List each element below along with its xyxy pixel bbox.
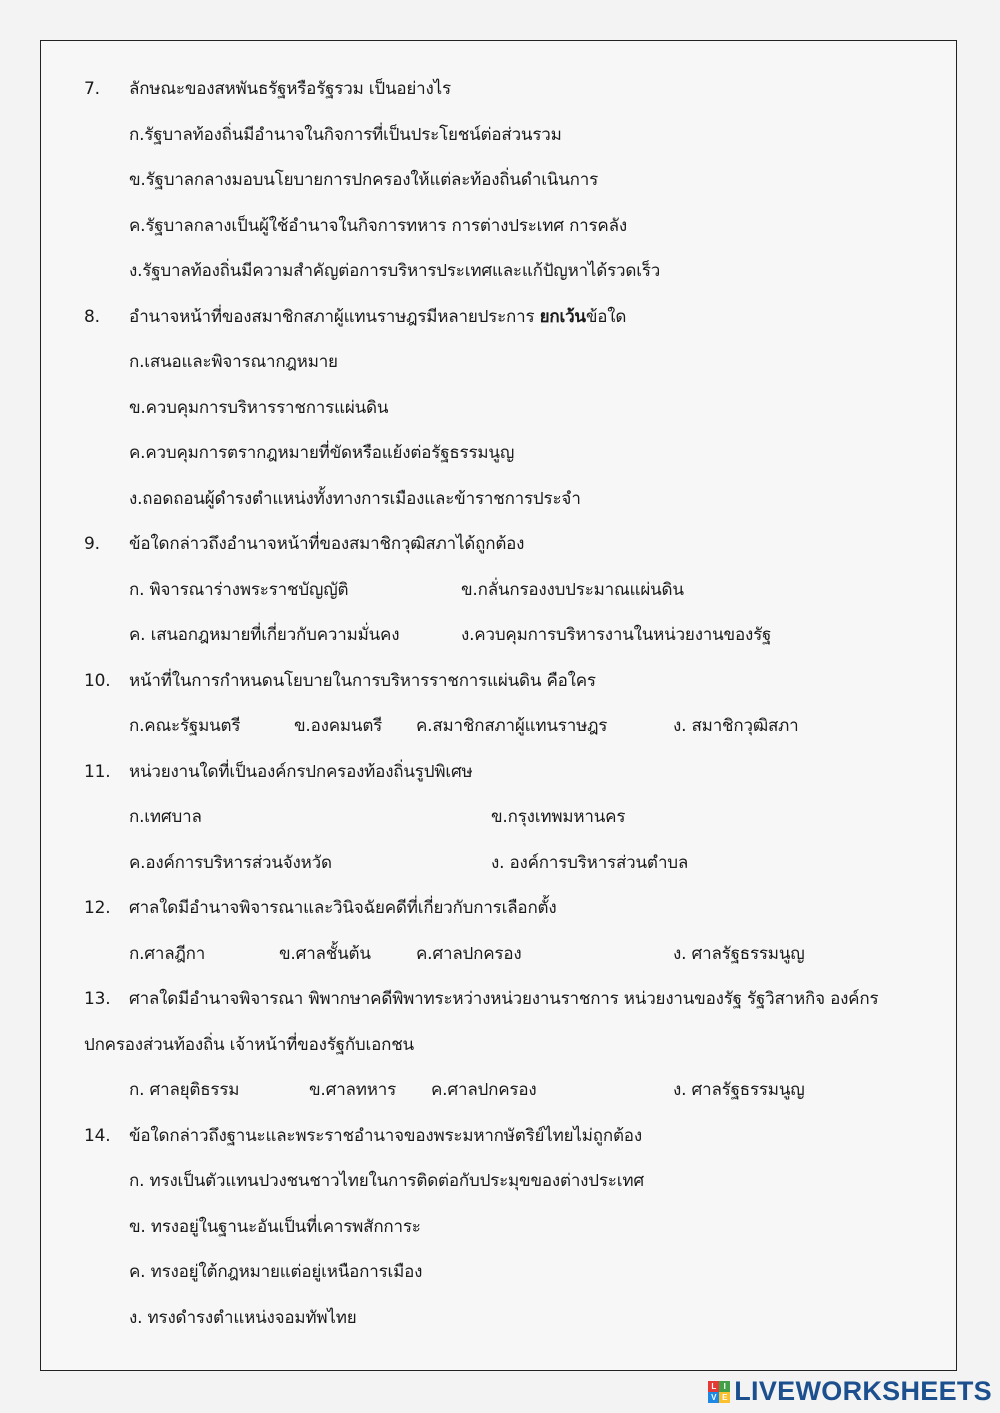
answer-option[interactable]: ก. ทรงเป็นตัวแทนปวงชนชาวไทยในการติดต่อกับประมุขของต่างประเทศ bbox=[129, 1171, 644, 1191]
answer-option[interactable]: ข.ศาลชั้นต้น bbox=[279, 944, 371, 964]
answer-option[interactable]: ข.กรุงเทพมหานคร bbox=[491, 807, 626, 827]
question-text: ศาลใดมีอำนาจพิจารณา พิพากษาคดีพิพาทระหว่างหน่วยงานราชการ หน่วยงานของรัฐ รัฐวิสาหกิจ องค์กร bbox=[129, 989, 879, 1009]
question-text: หน้าที่ในการกำหนดนโยบายในการบริหารราชการแผ่นดิน คือใคร bbox=[129, 671, 596, 691]
question-number: 11. bbox=[84, 762, 111, 782]
logo-letter: V bbox=[708, 1392, 719, 1403]
answer-option[interactable]: ง. ศาลรัฐธรรมนูญ bbox=[673, 944, 805, 964]
liveworksheets-logo[interactable] bbox=[708, 1376, 992, 1407]
answer-option[interactable]: ค.องค์การบริหารส่วนจังหวัด bbox=[129, 853, 332, 873]
answer-option[interactable]: ง. องค์การบริหารส่วนตำบล bbox=[491, 853, 689, 873]
worksheet-page bbox=[40, 40, 957, 1371]
answer-option[interactable]: ข.ศาลทหาร bbox=[309, 1080, 397, 1100]
answer-option[interactable]: ง.รัฐบาลท้องถิ่นมีความสำคัญต่อการบริหารประเทศและแก้ปัญหาได้รวดเร็ว bbox=[129, 261, 661, 281]
answer-option[interactable]: ค.ศาลปกครอง bbox=[431, 1080, 537, 1100]
question-number: 14. bbox=[84, 1126, 111, 1146]
answer-option[interactable]: ข. ทรงอยู่ในฐานะอันเป็นที่เคารพสักการะ bbox=[129, 1217, 421, 1237]
logo-letter: I bbox=[719, 1381, 730, 1392]
answer-option[interactable]: ค.ควบคุมการตรากฎหมายที่ขัดหรือแย้งต่อรัฐธรรมนูญ bbox=[129, 443, 515, 463]
logo-mark-icon bbox=[708, 1381, 730, 1403]
answer-option[interactable]: ค. เสนอกฎหมายที่เกี่ยวกับความมั่นคง bbox=[129, 625, 400, 645]
question-number: 10. bbox=[84, 671, 111, 691]
logo-letter: L bbox=[708, 1381, 719, 1392]
question-text bbox=[129, 305, 626, 329]
answer-option[interactable]: ง. ศาลรัฐธรรมนูญ bbox=[673, 1080, 805, 1100]
answer-option[interactable]: ง. สมาชิกวุฒิสภา bbox=[673, 716, 799, 736]
question-text-part: ข้อใด bbox=[585, 307, 627, 327]
answer-option[interactable]: ก.เทศบาล bbox=[129, 807, 202, 827]
question-text: ข้อใดกล่าวถึงอำนาจหน้าที่ของสมาชิกวุฒิสภาได้ถูกต้อง bbox=[129, 534, 525, 554]
answer-option[interactable]: ง. ทรงดำรงตำแหน่งจอมทัพไทย bbox=[129, 1308, 357, 1328]
question-text: ศาลใดมีอำนาจพิจารณาและวินิจฉัยคดีที่เกี่ยวกับการเลือกตั้ง bbox=[129, 898, 557, 918]
answer-option[interactable]: ข.รัฐบาลกลางมอบนโยบายการปกครองให้แต่ละท้องถิ่นดำเนินการ bbox=[129, 170, 599, 190]
answer-option[interactable]: ก.รัฐบาลท้องถิ่นมีอำนาจในกิจการที่เป็นประโยชน์ต่อส่วนรวม bbox=[129, 125, 562, 145]
question-number: 12. bbox=[84, 898, 111, 918]
answer-option[interactable]: ง.ถอดถอนผู้ดำรงตำแหน่งทั้งทางการเมืองและข้าราชการประจำ bbox=[129, 489, 581, 509]
answer-option[interactable]: ก. ศาลยุติธรรม bbox=[129, 1080, 240, 1100]
answer-option[interactable]: ก.เสนอและพิจารณากฎหมาย bbox=[129, 352, 338, 372]
question-text-continued: ปกครองส่วนท้องถิ่น เจ้าหน้าที่ของรัฐกับเอกชน bbox=[84, 1035, 414, 1055]
question-number: 9. bbox=[84, 534, 100, 554]
question-number: 7. bbox=[84, 79, 100, 99]
logo-letter: E bbox=[719, 1392, 730, 1403]
answer-option[interactable]: ก.คณะรัฐมนตรี bbox=[129, 716, 241, 736]
logo-text: LIVEWORKSHEETS bbox=[734, 1376, 992, 1406]
answer-option[interactable]: ก. พิจารณาร่างพระราชบัญญัติ bbox=[129, 580, 349, 600]
answer-option[interactable]: ข.องคมนตรี bbox=[294, 716, 383, 736]
answer-option[interactable]: ข.ควบคุมการบริหารราชการแผ่นดิน bbox=[129, 398, 389, 418]
answer-option[interactable]: ก.ศาลฎีกา bbox=[129, 944, 206, 964]
question-text: ลักษณะของสหพันธรัฐหรือรัฐรวม เป็นอย่างไร bbox=[129, 79, 451, 99]
question-number: 13. bbox=[84, 989, 111, 1009]
answer-option[interactable]: ข.กลั่นกรองงบประมาณแผ่นดิน bbox=[461, 580, 684, 600]
emphasis-text: ยกเว้น bbox=[539, 307, 586, 327]
answer-option[interactable]: ค. ทรงอยู่ใต้กฎหมายแต่อยู่เหนือการเมือง bbox=[129, 1262, 423, 1282]
answer-option[interactable]: ค.รัฐบาลกลางเป็นผู้ใช้อำนาจในกิจการทหาร การต่างประเทศ การคลัง bbox=[129, 216, 627, 236]
question-text: หน่วยงานใดที่เป็นองค์กรปกครองท้องถิ่นรูปพิเศษ bbox=[129, 762, 473, 782]
answer-option[interactable]: ค.ศาลปกครอง bbox=[416, 944, 522, 964]
question-text-part: อำนาจหน้าที่ของสมาชิกสภาผู้แทนราษฎรมีหลายประการ bbox=[129, 307, 540, 327]
answer-option[interactable]: ค.สมาชิกสภาผู้แทนราษฎร bbox=[416, 716, 608, 736]
question-text: ข้อใดกล่าวถึงฐานะและพระราชอำนาจของพระมหากษัตริย์ไทยไม่ถูกต้อง bbox=[129, 1126, 642, 1146]
answer-option[interactable]: ง.ควบคุมการบริหารงานในหน่วยงานของรัฐ bbox=[461, 625, 772, 645]
question-number: 8. bbox=[84, 307, 100, 327]
